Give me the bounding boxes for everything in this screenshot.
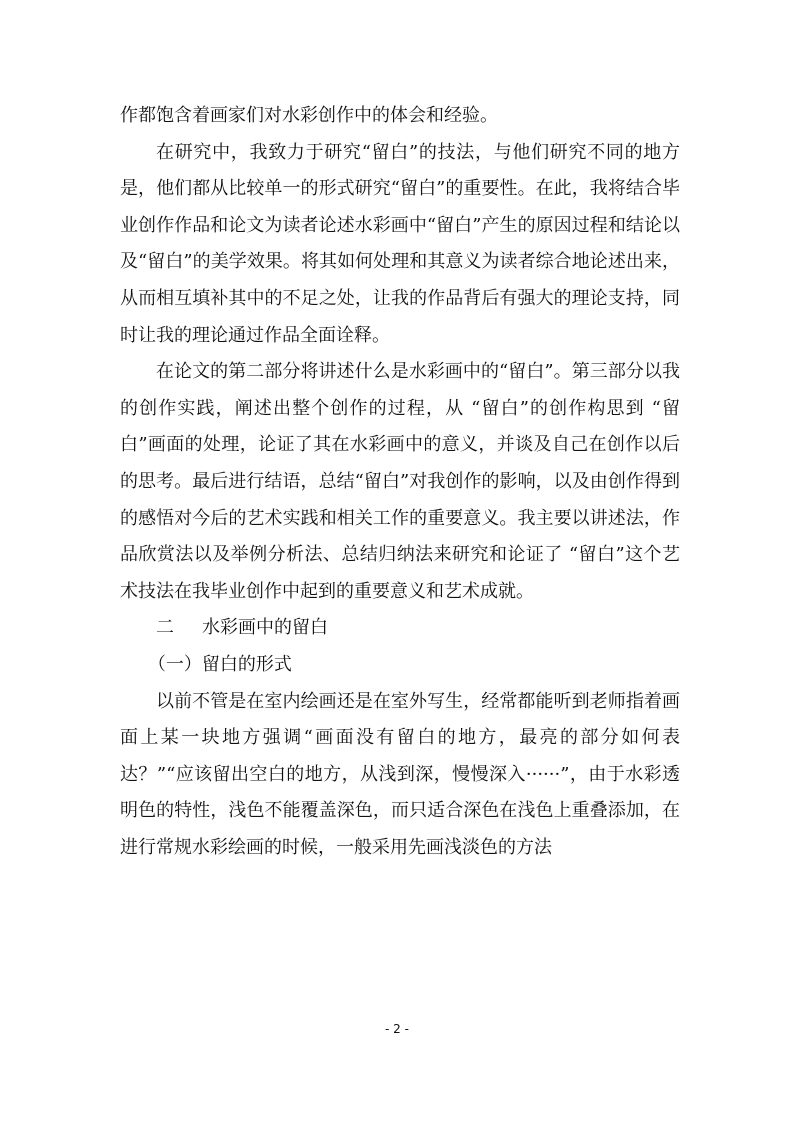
paragraph-continuation: 作都饱含着画家们对水彩创作中的体会和经验。: [120, 105, 498, 126]
subsection-heading: （一）留白的形式: [147, 653, 292, 675]
page-number: - 2 -: [385, 1022, 409, 1036]
paragraph-research-method: 在研究中，我致力于研究“留白”的技法，与他们研究不同的地方是，他们都从比较单一的形式研究“留白”的重要性。在此，我将结合毕业创作作品和论文为读者论述水彩画中“留白”产生的原因过程和结论以及“留白”的美学效果。将其如何处理和其意义为读者综合地论述出来，从而相互填补其中的不足之处，让我的作品背后有强大的理论支持，同时让我的理论通过作品全面诠释。: [120, 141, 680, 346]
paragraph-thesis-structure: 在论文的第二部分将讲述什么是水彩画中的“留白”。第三部分以我的创作实践，阐述出整个创作的过程，从 “留白”的创作构思到 “留白”画面的处理，论证了其在水彩画中的意义，并谈及自己在创作以后的思考。最后进行结语，总结“留白”对我创作的影响，以及由创作得到的感悟对今后的艺术实践和相关工作的重要意义。我主要以讲述法，作品欣赏法以及举例分析法、总结归纳法来研究和论证了 “留白”这个艺术技法在我毕业创作中起到的重要意义和艺术成就。: [120, 361, 680, 602]
section-heading: [120, 610, 680, 647]
section-title: 水彩画中的留白: [202, 617, 328, 639]
paragraph-form-of-blank: 以前不管是在室内绘画还是在室外写生，经常都能听到老师指着画面上某一块地方强调“画面没有留白的地方，最亮的部分如何表达？”“应该留出空白的地方，从浅到深，慢慢深入······”，由于水彩透明色的特性，浅色不能覆盖深色，而只适合深色在浅色上重叠添加，在进行常规水彩绘画的时候，一般采用先画浅淡色的方法: [120, 690, 680, 858]
body-text: [120, 98, 680, 866]
section-number: 二: [156, 617, 174, 639]
